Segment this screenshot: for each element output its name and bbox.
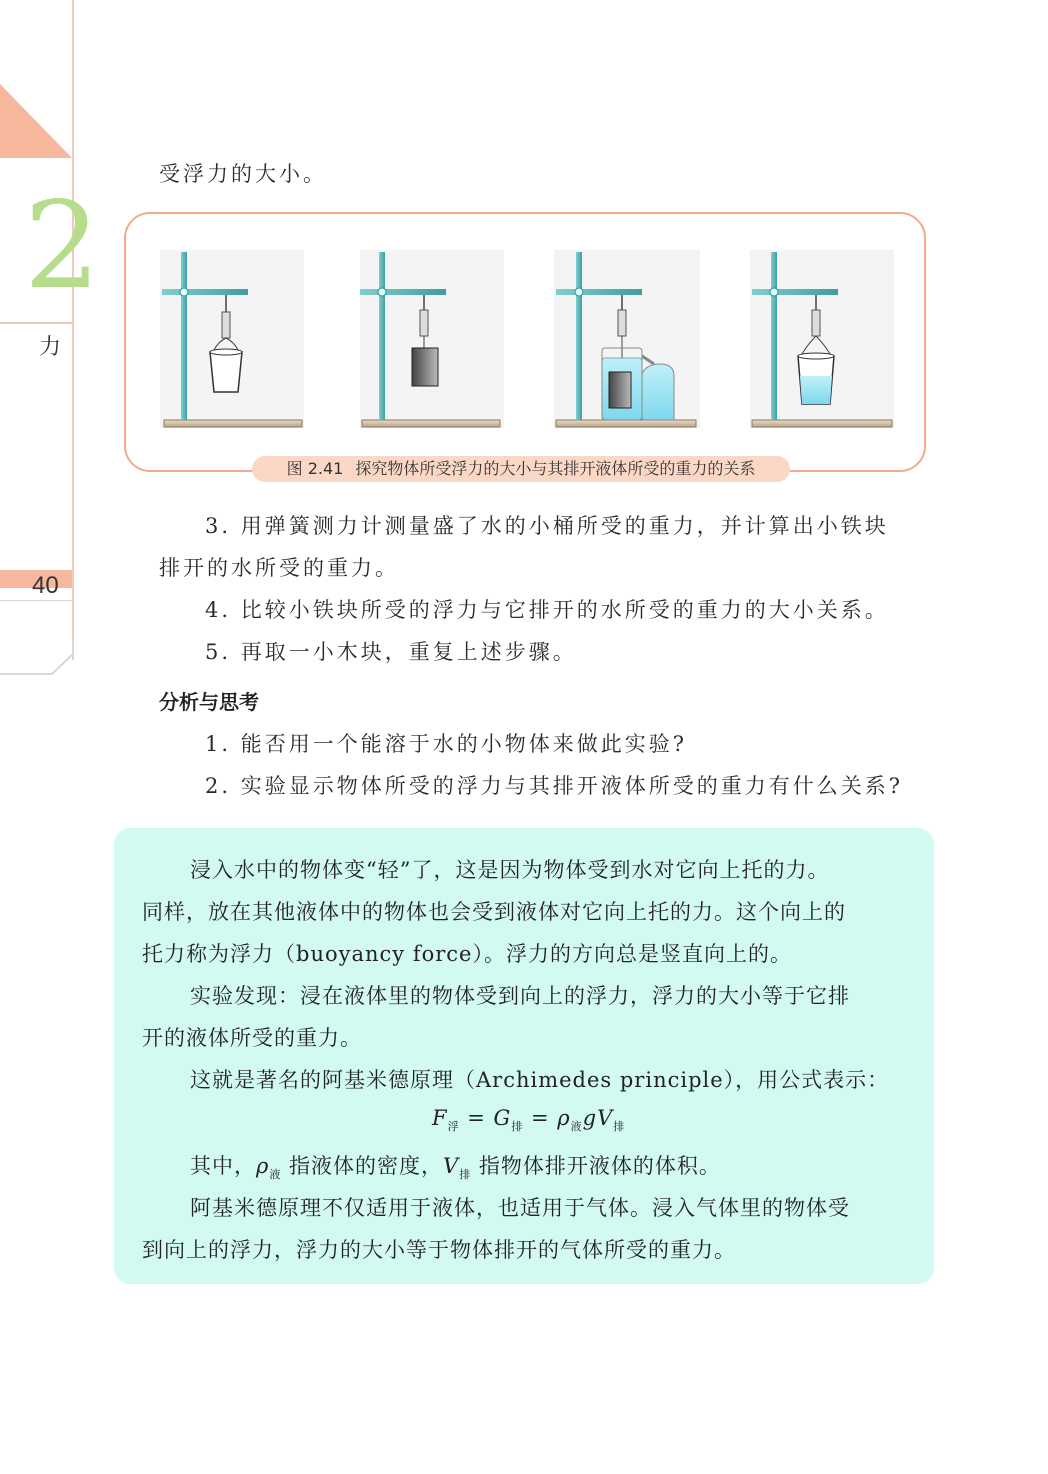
concept-line-2: 同样，放在其他液体中的物体也会受到液体对它向上托的力。这个向上的 (142, 900, 846, 924)
gas-line-1: 阿基米德原理不仅适用于液体，也适用于气体。浸入气体里的物体受 (190, 1196, 850, 1220)
concept-box (114, 828, 934, 1284)
concept-line-3: 托力称为浮力（buoyancy force）。浮力的方向总是竖直向上的。 (142, 942, 792, 966)
chapter-title: 力 (39, 335, 62, 360)
chapter-divider (0, 322, 72, 324)
chapter-triangle (0, 84, 74, 160)
step-5: 5. 再取一小木块，重复上述步骤。 (205, 640, 577, 664)
question-2: 2. 实验显示物体所受的浮力与其排开液体所受的重力有什么关系? (205, 774, 903, 798)
experiment-illustration (126, 214, 924, 470)
page-corner (0, 636, 74, 676)
intro-line: 受浮力的大小。 (159, 162, 327, 186)
concept-line-4: 实验发现：浸在液体里的物体受到向上的浮力，浮力的大小等于它排 (190, 984, 850, 1008)
definition-line: 其中，$\rho_液$ 指液体的密度，$V_排$ 指物体排开液体的体积。 (190, 1154, 721, 1182)
gas-line-2: 到向上的浮力，浮力的大小等于物体排开的气体所受的重力。 (142, 1238, 736, 1262)
step-3-line-2: 排开的水所受的重力。 (159, 556, 399, 580)
archimedes-formula: $F_浮 = G_排 = \rho_液gV_排$ (432, 1106, 626, 1134)
chapter-number: 2 (24, 177, 101, 316)
figure-frame (124, 212, 926, 472)
step-4: 4. 比较小铁块所受的浮力与它排开的水所受的重力的大小关系。 (205, 598, 889, 622)
figure-caption (252, 456, 790, 482)
concept-line-5: 开的液体所受的重力。 (142, 1026, 362, 1050)
page-number-rule (0, 600, 72, 601)
step-3-line-1: 3. 用弹簧测力计测量盛了水的小桶所受的重力，并计算出小铁块 (205, 514, 889, 538)
concept-line-1: 浸入水中的物体变“轻”了，这是因为物体受到水对它向上托的力。 (190, 858, 830, 882)
page-number: 40 (32, 572, 59, 599)
question-1: 1. 能否用一个能溶于水的小物体来做此实验? (205, 732, 687, 756)
figure-caption-text: 探究物体所受浮力的大小与其排开液体所受的重力的关系 (355, 459, 756, 478)
concept-line-6: 这就是著名的阿基米德原理（Archimedes principle），用公式表示： (190, 1068, 890, 1092)
figure-label: 图 2.41 (286, 459, 344, 478)
analysis-heading: 分析与思考 (159, 690, 259, 714)
